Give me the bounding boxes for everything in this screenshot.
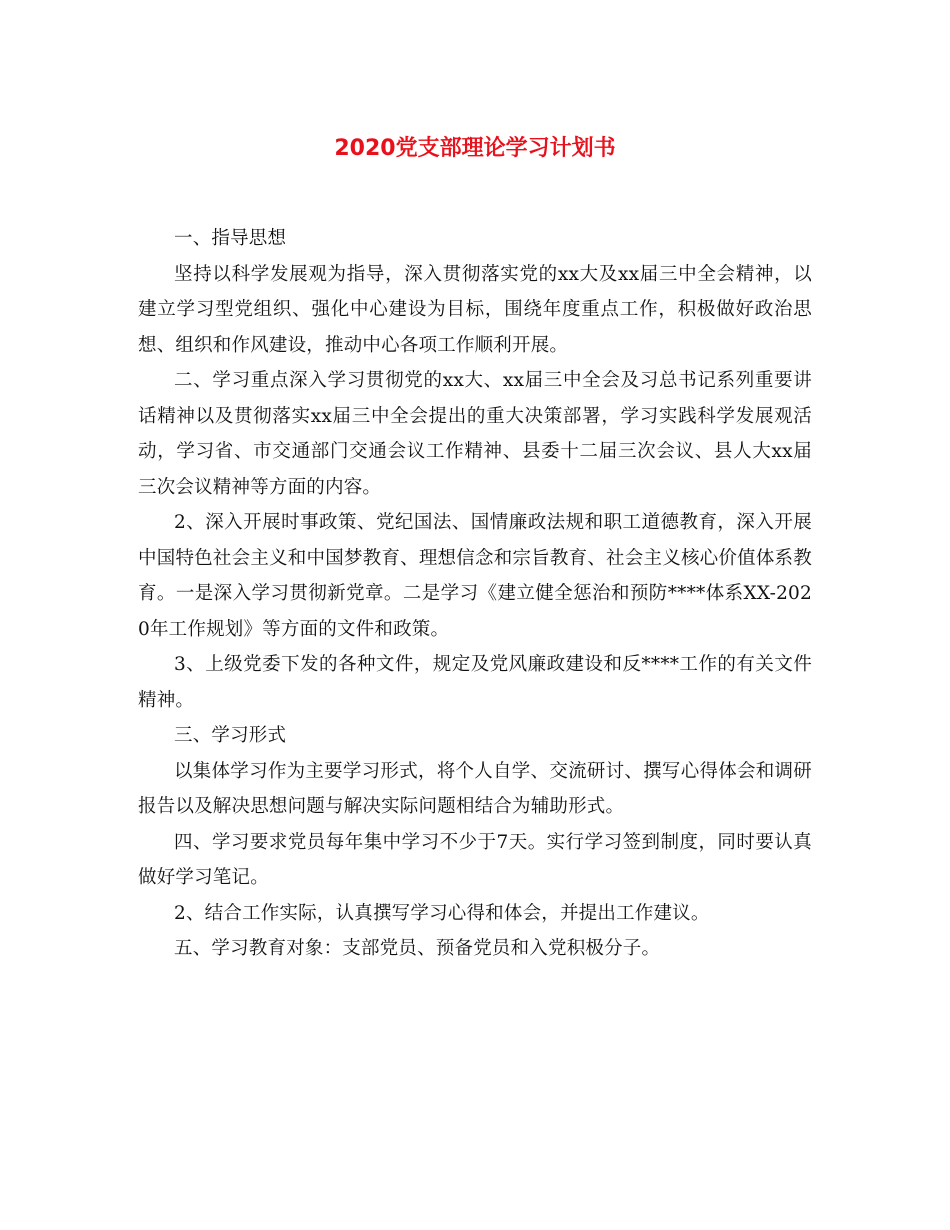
paragraph-study-focus-2: 2、深入开展时事政策、党纪国法、国情廉政法规和职工道德教育，深入开展中国特色社会主义和中国梦教育、理想信念和宗旨教育、社会主义核心价值体系教育。一是深入学习贯彻新党章。二是学习《建立健全惩治和预防****体系XX-2020年工作规划》等方面的文件和政策。 [138,512,812,640]
paragraph-study-focus: 二、学习重点深入学习贯彻党的xx大、xx届三中全会及习总书记系列重要讲话精神以及贯彻落实xx届三中全会提出的重大决策部署，学习实践科学发展观活动，学习省、市交通部门交通会议工作精神、县委十二届三次会议、县人大xx届三次会议精神等方面的内容。 [138,370,812,498]
paragraph-study-requirements: 四、学习要求党员每年集中学习不少于7天。实行学习签到制度，同时要认真做好学习笔记。 [138,831,812,888]
section-heading-study-format: 三、学习形式 [174,725,287,746]
paragraph-study-format: 以集体学习作为主要学习形式，将个人自学、交流研讨、撰写心得体会和调研报告以及解决思想问题与解决实际问题相结合为辅助形式。 [138,760,812,817]
paragraph-study-focus-3: 3、上级党委下发的各种文件，规定及党风廉政建设和反****工作的有关文件精神。 [138,654,812,711]
document-title: 2020党支部理论学习计划书 [334,136,616,161]
section-heading-guiding-ideology: 一、指导思想 [174,228,287,249]
paragraph-study-requirements-2: 2、结合工作实际，认真撰写学习心得和体会，并提出工作建议。 [174,902,710,924]
paragraph-study-audience: 五、学习教育对象：支部党员、预备党员和入党积极分子。 [174,938,661,959]
paragraph-guiding-ideology: 坚持以科学发展观为指导，深入贯彻落实党的xx大及xx届三中全会精神，以建立学习型党组织、强化中心建设为目标，围绕年度重点工作，积极做好政治思想、组织和作风建设，推动中心各项工作顺利开展。 [138,263,812,356]
document-body [138,221,812,967]
